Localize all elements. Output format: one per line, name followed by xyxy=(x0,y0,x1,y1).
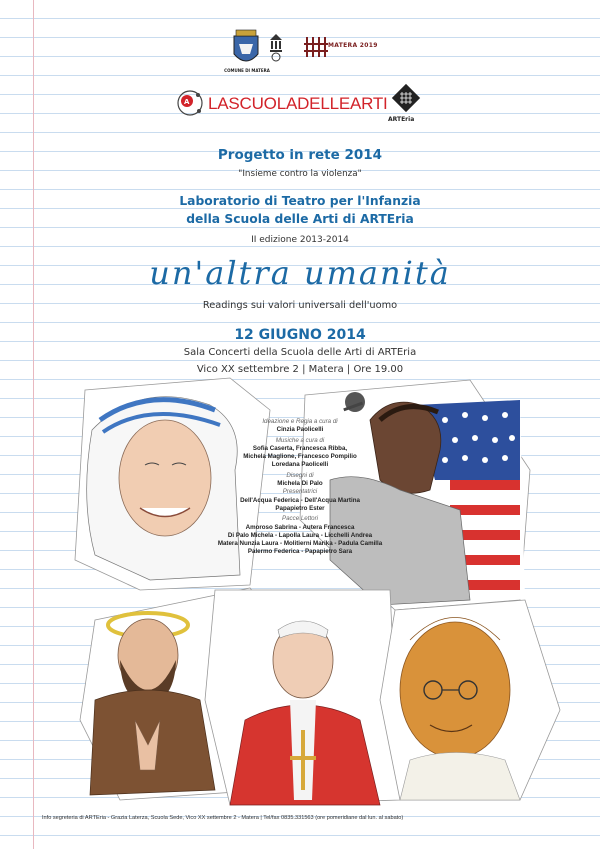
event-venue: Sala Concerti della Scuola delle Arti di ARTEria xyxy=(183,347,417,358)
credit-name: Papapietro Ester xyxy=(275,504,325,512)
credit-name: Palermo Federica - Papapietro Sara xyxy=(247,548,353,556)
credit-group xyxy=(210,472,390,489)
credits-block xyxy=(210,418,390,557)
lab-title-line2: della Scuola delle Arti di ARTEria xyxy=(186,212,414,226)
credit-group xyxy=(210,515,390,556)
project-title: Progetto in rete 2014 xyxy=(217,147,383,163)
show-title: un'altra umanità xyxy=(149,254,451,292)
credit-label: Ideazione e Regia a cura di xyxy=(262,418,338,425)
scuola-arti-logo-text: LASCUOLADELLEARTI xyxy=(208,94,388,113)
event-address: Vico XX settembre 2 | Matera | Ore 19.00 xyxy=(196,364,404,375)
credit-name: Amoroso Sabrina - Autera Francesca xyxy=(245,523,355,531)
credit-label: Presentatrici xyxy=(282,488,318,496)
arteria-label: ARTEria xyxy=(388,116,415,123)
lab-title-line1: Laboratorio di Teatro per l'Infanzia xyxy=(179,194,421,208)
footer-info: Info segreteria di ARTEria - Grazia Laterza, Scuola Sede, Vico XX settembre 2 - Matera | Tel/fax 0835.331563 (ore pomeridiane dal lun. al sabato) xyxy=(42,815,404,821)
credit-label: Disegni di xyxy=(286,471,314,479)
credit-name: Sofia Caserta, Francesca Ribba, xyxy=(252,444,348,452)
credit-name: Michela Maglione, Francesco Pompilio xyxy=(243,453,357,461)
credit-label: Pacce Lettori xyxy=(281,515,319,523)
credit-name: Di Palo Michela - Lapolla Laura - Licchelli Andrea xyxy=(227,531,373,539)
credit-group xyxy=(210,437,390,470)
project-subtitle: "Insieme contro la violenza" xyxy=(238,169,362,179)
show-subtitle: Readings sui valori universali dell'uomo xyxy=(202,300,398,311)
svg-text:A: A xyxy=(184,98,190,106)
credit-name: Dell'Acqua Federica - Dell'Acqua Martina xyxy=(240,496,360,504)
comune-label: COMUNE DI MATERA xyxy=(224,68,270,73)
credit-group xyxy=(210,418,390,435)
credit-group xyxy=(210,488,390,513)
credit-label: Musiche a cura di xyxy=(275,436,325,444)
credit-name: Cinzia Paolicelli xyxy=(276,426,324,434)
matera2019-text: MATERA 2019 xyxy=(328,42,378,49)
edition: II edizione 2013-2014 xyxy=(251,235,349,245)
credit-name: Matera Nunzia Laura - Molitierni Marika - Padula Camilla xyxy=(217,540,383,548)
credit-name: Loredana Paolicelli xyxy=(271,461,329,469)
pope-drawing xyxy=(205,590,400,805)
gandhi-drawing xyxy=(380,600,560,800)
credit-name: Michela Di Palo xyxy=(277,480,323,488)
event-date: 12 GIUGNO 2014 xyxy=(234,327,366,343)
